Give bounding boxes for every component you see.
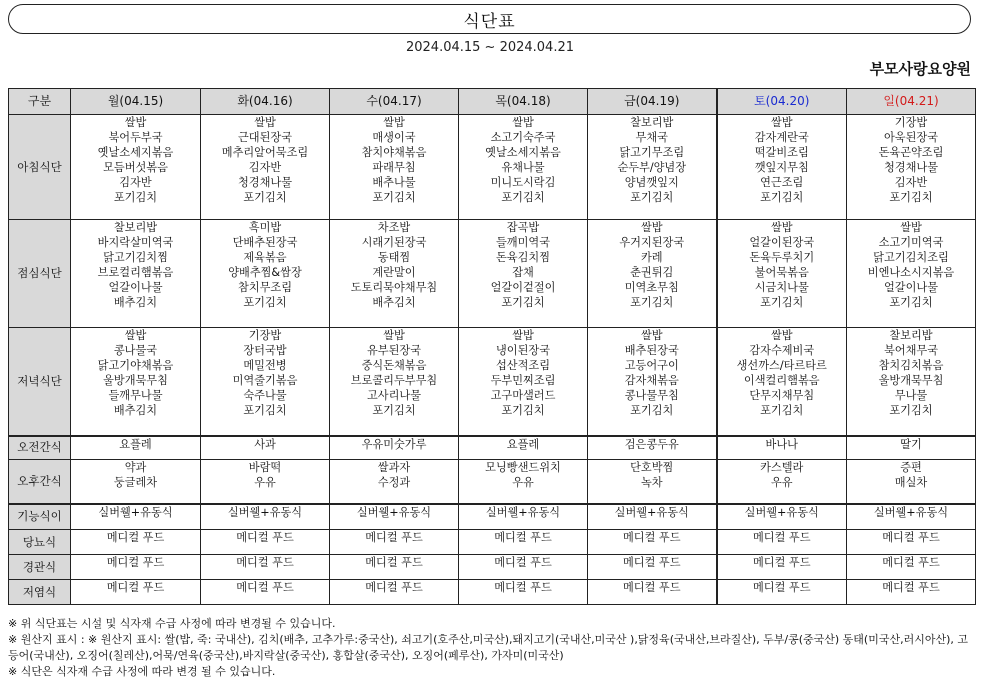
- dish-item: 쌀밥: [900, 221, 922, 234]
- note-line: ※ 원산지 표시 : ※ 원산지 표시: 쌀(밥, 죽: 국내산), 김치(배추, 고추가루:중국산), 쇠고기(호주산,미국산),돼지고기(국내산,미국산 ),닭정육(국내산,브라질산), 두부/콩(중국산) 동태(미국산,러시아산), 고등어(국내산), 오징어(칠레산),어묵/연육(중국산),바지락살(중국산), 홍합살(중국산), 오징어(페루산), 가자미(미국산): [8, 633, 969, 662]
- menu-cell: [588, 115, 717, 220]
- dish-item: 계란말이: [372, 266, 416, 279]
- dish-item: 깻잎지무침: [754, 161, 809, 174]
- menu-cell: [71, 530, 201, 555]
- dish-item: 쌀밥: [124, 116, 147, 129]
- menu-cell: [717, 460, 847, 504]
- dish-item: 실버웰+유동식: [614, 505, 689, 519]
- dish-item: 증편: [900, 461, 922, 474]
- dish-item: 무나물: [894, 389, 928, 402]
- dish-item: 포기김치: [760, 296, 804, 309]
- dish-item: 김자반: [119, 176, 152, 189]
- note-line: ※ 식단은 식자재 수급 사정에 따라 변경 될 수 있습니다.: [8, 665, 276, 678]
- menu-cell: [330, 580, 459, 605]
- dish-item: 흑미밥: [248, 221, 282, 234]
- dish-item: 브로콜리두부무침: [350, 374, 438, 387]
- dish-item: 검은콩두유: [624, 437, 679, 451]
- menu-cell: [459, 580, 588, 605]
- table-row: [9, 580, 976, 605]
- day-header: 수(04.17): [330, 89, 459, 115]
- menu-cell: [330, 115, 459, 220]
- table-header-row: [9, 89, 976, 115]
- dish-item: 아욱된장국: [883, 131, 939, 144]
- dish-item: 소고기미역국: [878, 236, 944, 249]
- menu-cell: [459, 436, 588, 460]
- day-header-saturday: 토(04.20): [717, 89, 847, 115]
- menu-cell: [717, 115, 847, 220]
- dish-item: 배추된장국: [624, 344, 679, 357]
- dish-item: 쌀밥: [770, 116, 793, 129]
- dish-item: 메디컬 푸드: [882, 556, 940, 569]
- row-label: 오전간식: [9, 436, 71, 460]
- dish-item: 우유미숫가루: [361, 437, 427, 451]
- dish-item: 단호박찜: [630, 461, 674, 474]
- dish-item: 메디컬 푸드: [622, 556, 681, 569]
- dish-item: 메디컬 푸드: [752, 556, 811, 569]
- dish-item: 이색컬리햄볶음: [743, 374, 820, 387]
- menu-cell: [847, 328, 976, 436]
- menu-cell: [201, 115, 330, 220]
- dish-item: 양배추찜&쌈장: [228, 266, 302, 279]
- menu-cell: [588, 436, 717, 460]
- dish-item: 포기김치: [501, 191, 545, 204]
- dish-item: 미역줄기볶음: [232, 374, 298, 387]
- dish-item: 순두부/양념장: [617, 161, 687, 174]
- dish-item: 얼갈이겉절이: [490, 281, 556, 294]
- dish-item: 메디컬 푸드: [236, 531, 294, 544]
- menu-cell: [717, 555, 847, 580]
- menu-cell: [71, 436, 201, 460]
- menu-cell: [588, 460, 717, 504]
- dish-item: 요플레: [506, 437, 540, 451]
- row-label: 점심식단: [9, 220, 71, 328]
- menu-cell: [201, 328, 330, 436]
- dish-item: 쌀밥: [383, 329, 405, 342]
- dish-item: 메디컬 푸드: [106, 581, 165, 594]
- dish-item: 포기김치: [630, 296, 674, 309]
- dish-item: 기장밥: [248, 329, 282, 342]
- dish-item: 얼갈이나물: [108, 281, 163, 294]
- dish-item: 딸기: [900, 437, 922, 451]
- dish-item: 쌀과자: [377, 461, 411, 474]
- dish-item: 메디컬 푸드: [494, 581, 552, 594]
- menu-cell: [717, 436, 847, 460]
- dish-item: 메디컬 푸드: [622, 531, 681, 544]
- dish-item: 우유: [512, 476, 534, 489]
- dish-item: 미니도시락김: [490, 176, 556, 189]
- dish-item: 김자반: [894, 176, 928, 189]
- day-header: 월(04.15): [71, 89, 201, 115]
- dish-item: 브로컬리햄볶음: [97, 266, 174, 279]
- dish-item: 비엔나소시지볶음: [867, 266, 955, 279]
- dish-item: 메디컬 푸드: [236, 556, 294, 569]
- dish-item: 포기김치: [243, 191, 287, 204]
- menu-cell: [201, 436, 330, 460]
- dish-item: 고사리나물: [366, 389, 422, 402]
- menu-cell: [717, 220, 847, 328]
- dish-item: 메디컬 푸드: [106, 531, 165, 544]
- dish-item: 메디컬 푸드: [106, 556, 165, 569]
- dish-item: 유부된장국: [366, 344, 422, 357]
- menu-cell: [459, 328, 588, 436]
- dish-item: 배추김치: [113, 296, 158, 309]
- notes: [8, 616, 968, 680]
- dish-item: 쌀밥: [770, 329, 793, 342]
- menu-cell: [847, 530, 976, 555]
- dish-item: 울방개묵무침: [103, 374, 168, 387]
- dish-item: 약과: [124, 461, 147, 474]
- dish-item: 닭고기야채볶음: [97, 359, 174, 372]
- menu-cell: [330, 460, 459, 504]
- dish-item: 우유: [770, 476, 793, 489]
- dish-item: 닭고기무조림: [619, 146, 685, 159]
- dish-item: 우유: [254, 476, 276, 489]
- menu-cell: [201, 580, 330, 605]
- dish-item: 실버웰+유동식: [227, 505, 303, 519]
- dish-item: 북어두부국: [108, 131, 163, 144]
- meal-plan-table: [8, 88, 976, 605]
- menu-cell: [71, 220, 201, 328]
- dish-item: 청경채나물: [883, 161, 939, 174]
- dish-item: 포기김치: [113, 191, 158, 204]
- menu-cell: [201, 530, 330, 555]
- dish-item: 카스텔라: [760, 461, 804, 474]
- dish-item: 감자계란국: [754, 131, 809, 144]
- dish-item: 매실차: [894, 476, 928, 489]
- dish-item: 메디컬 푸드: [494, 556, 552, 569]
- day-header-sunday: 일(04.21): [847, 89, 976, 115]
- dish-item: 연근조림: [760, 176, 804, 189]
- dish-item: 감자채볶음: [624, 374, 679, 387]
- menu-cell: [717, 580, 847, 605]
- dish-item: 메추리알어묵조림: [221, 146, 309, 159]
- row-label: 경관식: [9, 555, 71, 580]
- menu-cell: [201, 504, 330, 530]
- dish-item: 카레: [640, 251, 663, 264]
- dish-item: 포기김치: [889, 191, 933, 204]
- dish-item: 배추김치: [113, 404, 158, 417]
- dish-item: 포기김치: [243, 296, 287, 309]
- dish-item: 참치김치볶음: [878, 359, 944, 372]
- dish-item: 모닝빵샌드위치: [485, 461, 561, 474]
- dish-item: 녹차: [640, 476, 663, 489]
- dish-item: 포기김치: [760, 191, 804, 204]
- dish-item: 메디컬 푸드: [236, 581, 294, 594]
- row-label: 저녁식단: [9, 328, 71, 436]
- dish-item: 실버웰+유동식: [98, 505, 173, 519]
- day-header: 금(04.19): [588, 89, 717, 115]
- menu-cell: [459, 555, 588, 580]
- dish-item: 포기김치: [372, 404, 416, 417]
- dish-item: 메디컬 푸드: [752, 531, 811, 544]
- menu-cell: [330, 504, 459, 530]
- dish-item: 떡갈비조림: [754, 146, 809, 159]
- title-banner: [8, 4, 971, 34]
- menu-cell: [201, 555, 330, 580]
- dish-item: 미역초무침: [624, 281, 679, 294]
- dish-item: 참치무조림: [237, 281, 293, 294]
- menu-cell: [330, 530, 459, 555]
- dish-item: 포기김치: [760, 404, 804, 417]
- dish-item: 포기김치: [889, 404, 933, 417]
- dish-item: 두부민찌조림: [490, 374, 556, 387]
- menu-cell: [71, 328, 201, 436]
- page-title: 식단표: [463, 11, 516, 32]
- dish-item: 배추김치: [372, 296, 416, 309]
- dish-item: 바지락살미역국: [97, 236, 174, 249]
- row-label: 기능식이: [9, 504, 71, 530]
- dish-item: 잡곡밥: [506, 221, 540, 234]
- dish-item: 청경채나물: [237, 176, 293, 189]
- dish-item: 들깨미역국: [495, 236, 551, 249]
- dish-item: 쌀밥: [254, 116, 276, 129]
- dish-item: 참치야채볶음: [361, 146, 427, 159]
- dish-item: 실버웰+유동식: [485, 505, 561, 519]
- menu-cell: [71, 580, 201, 605]
- dish-item: 찰보리밥: [889, 329, 933, 342]
- row-label: 저염식: [9, 580, 71, 605]
- menu-cell: [717, 530, 847, 555]
- dish-item: 메밀전병: [243, 359, 287, 372]
- table-body: [9, 115, 976, 605]
- dish-item: 메디컬 푸드: [882, 581, 940, 594]
- menu-cell: [71, 504, 201, 530]
- dish-item: 우거지된장국: [619, 236, 685, 249]
- dish-item: 실버웰+유동식: [873, 505, 949, 519]
- dish-item: 포기김치: [630, 404, 674, 417]
- dish-item: 콩나물무침: [624, 389, 679, 402]
- menu-cell: [588, 530, 717, 555]
- dish-item: 찰보리밥: [113, 221, 158, 234]
- dish-item: 실버웰+유동식: [744, 505, 819, 519]
- dish-item: 잡채: [512, 266, 534, 279]
- menu-cell: [459, 504, 588, 530]
- dish-item: 춘권튀김: [630, 266, 674, 279]
- dish-item: 메디컬 푸드: [882, 531, 940, 544]
- dish-item: 울방개묵무침: [878, 374, 944, 387]
- dish-item: 감자수제비국: [749, 344, 815, 357]
- dish-item: 쌀밥: [512, 329, 534, 342]
- menu-cell: [330, 555, 459, 580]
- table-row: [9, 504, 976, 530]
- dish-item: 닭고기김치찜: [103, 251, 168, 264]
- dish-item: 차조밥: [377, 221, 411, 234]
- dish-item: 메디컬 푸드: [365, 581, 423, 594]
- dish-item: 둥글레차: [113, 476, 158, 489]
- menu-cell: [201, 220, 330, 328]
- dish-item: 포기김치: [372, 191, 416, 204]
- dish-item: 중식돈채볶음: [361, 359, 427, 372]
- dish-item: 포기김치: [630, 191, 674, 204]
- dish-item: 냉이된장국: [495, 344, 551, 357]
- dish-item: 쌀밥: [640, 329, 663, 342]
- row-label: 아침식단: [9, 115, 71, 220]
- menu-cell: [201, 460, 330, 504]
- dish-item: 단무지채무침: [749, 389, 815, 402]
- row-label: 오후간식: [9, 460, 71, 504]
- menu-cell: [588, 580, 717, 605]
- dish-item: 동태찜: [377, 251, 411, 264]
- menu-cell: [71, 115, 201, 220]
- menu-cell: [330, 436, 459, 460]
- dish-item: 메디컬 푸드: [365, 556, 423, 569]
- dish-item: 북어채무국: [883, 344, 939, 357]
- menu-cell: [330, 220, 459, 328]
- menu-cell: [847, 436, 976, 460]
- menu-cell: [847, 220, 976, 328]
- dish-item: 모듬버섯볶음: [103, 161, 168, 174]
- menu-cell: [847, 460, 976, 504]
- table-row: [9, 555, 976, 580]
- day-header: 화(04.16): [201, 89, 330, 115]
- table-row: [9, 530, 976, 555]
- dish-item: 실버웰+유동식: [356, 505, 432, 519]
- menu-cell: [588, 555, 717, 580]
- menu-cell: [717, 328, 847, 436]
- category-header: 구분: [9, 89, 71, 115]
- dish-item: 불어묵볶음: [754, 266, 809, 279]
- dish-item: 섭산적조림: [495, 359, 551, 372]
- table-row: [9, 460, 976, 504]
- menu-cell: [847, 580, 976, 605]
- menu-cell: [847, 555, 976, 580]
- dish-item: 기장밥: [894, 116, 928, 129]
- menu-cell: [71, 555, 201, 580]
- organization-name: 부모사랑요양원: [869, 60, 971, 78]
- dish-item: 들깨무나물: [108, 389, 163, 402]
- dish-item: 시래기된장국: [361, 236, 427, 249]
- dish-item: 단배추된장국: [232, 236, 298, 249]
- dish-item: 쌀밥: [770, 221, 793, 234]
- dish-item: 메디컬 푸드: [365, 531, 423, 544]
- menu-cell: [847, 115, 976, 220]
- menu-cell: [71, 460, 201, 504]
- dish-item: 장터국밥: [243, 344, 287, 357]
- note-line: ※ 위 식단표는 시설 및 식자재 수급 사정에 따라 변경될 수 있습니다.: [8, 617, 336, 630]
- menu-cell: [459, 530, 588, 555]
- date-range: 2024.04.15 ~ 2024.04.21: [405, 40, 575, 55]
- dish-item: 제육볶음: [243, 251, 287, 264]
- dish-item: 돈육곤약조림: [878, 146, 944, 159]
- dish-item: 포기김치: [889, 296, 933, 309]
- dish-item: 소고기숙주국: [490, 131, 556, 144]
- dish-item: 포기김치: [243, 404, 287, 417]
- dish-item: 쌀밥: [383, 116, 405, 129]
- table-row: [9, 328, 976, 436]
- day-header: 목(04.18): [459, 89, 588, 115]
- menu-cell: [459, 460, 588, 504]
- dish-item: 얼갈이된장국: [749, 236, 815, 249]
- dish-item: 메디컬 푸드: [752, 581, 811, 594]
- dish-item: 쌀밥: [512, 116, 534, 129]
- dish-item: 바람떡: [248, 461, 282, 474]
- dish-item: 요플레: [119, 437, 152, 451]
- dish-item: 옛날소세지볶음: [485, 146, 561, 159]
- dish-item: 콩나물국: [113, 344, 158, 357]
- dish-item: 닭고기김치조림: [873, 251, 949, 264]
- dish-item: 수정과: [377, 476, 411, 489]
- dish-item: 유채나물: [501, 161, 545, 174]
- table-row: [9, 115, 976, 220]
- menu-cell: [330, 328, 459, 436]
- menu-cell: [588, 220, 717, 328]
- dish-item: 숙주나물: [243, 389, 287, 402]
- dish-item: 얼갈이나물: [883, 281, 939, 294]
- dish-item: 쌀밥: [640, 221, 663, 234]
- menu-cell: [847, 504, 976, 530]
- menu-cell: [459, 220, 588, 328]
- dish-item: 사과: [254, 437, 276, 451]
- dish-item: 시금치나물: [754, 281, 809, 294]
- menu-cell: [588, 504, 717, 530]
- dish-item: 김자반: [248, 161, 282, 174]
- dish-item: 매생이국: [372, 131, 416, 144]
- menu-cell: [717, 504, 847, 530]
- dish-item: 메디컬 푸드: [494, 531, 552, 544]
- menu-cell: [588, 328, 717, 436]
- dish-item: 고구마샐러드: [490, 389, 556, 402]
- dish-item: 고등어구이: [624, 359, 679, 372]
- dish-item: 돈육김치찜: [495, 251, 551, 264]
- dish-item: 포기김치: [501, 404, 545, 417]
- table-row: [9, 436, 976, 460]
- dish-item: 파래무침: [372, 161, 416, 174]
- dish-item: 양념깻잎지: [624, 176, 679, 189]
- table-row: [9, 220, 976, 328]
- dish-item: 옛날소세지볶음: [97, 146, 174, 159]
- dish-item: 쌀밥: [124, 329, 147, 342]
- dish-item: 찰보리밥: [630, 116, 674, 129]
- dish-item: 무채국: [635, 131, 668, 144]
- dish-item: 배추나물: [372, 176, 416, 189]
- dish-item: 도토리묵야채무침: [350, 281, 438, 294]
- dish-item: 돈육두루치기: [749, 251, 815, 264]
- dish-item: 생선까스/타르타르: [736, 359, 827, 372]
- dish-item: 근대된장국: [237, 131, 293, 144]
- dish-item: 메디컬 푸드: [622, 581, 681, 594]
- row-label: 당뇨식: [9, 530, 71, 555]
- dish-item: 바나나: [765, 437, 798, 451]
- menu-cell: [459, 115, 588, 220]
- dish-item: 포기김치: [501, 296, 545, 309]
